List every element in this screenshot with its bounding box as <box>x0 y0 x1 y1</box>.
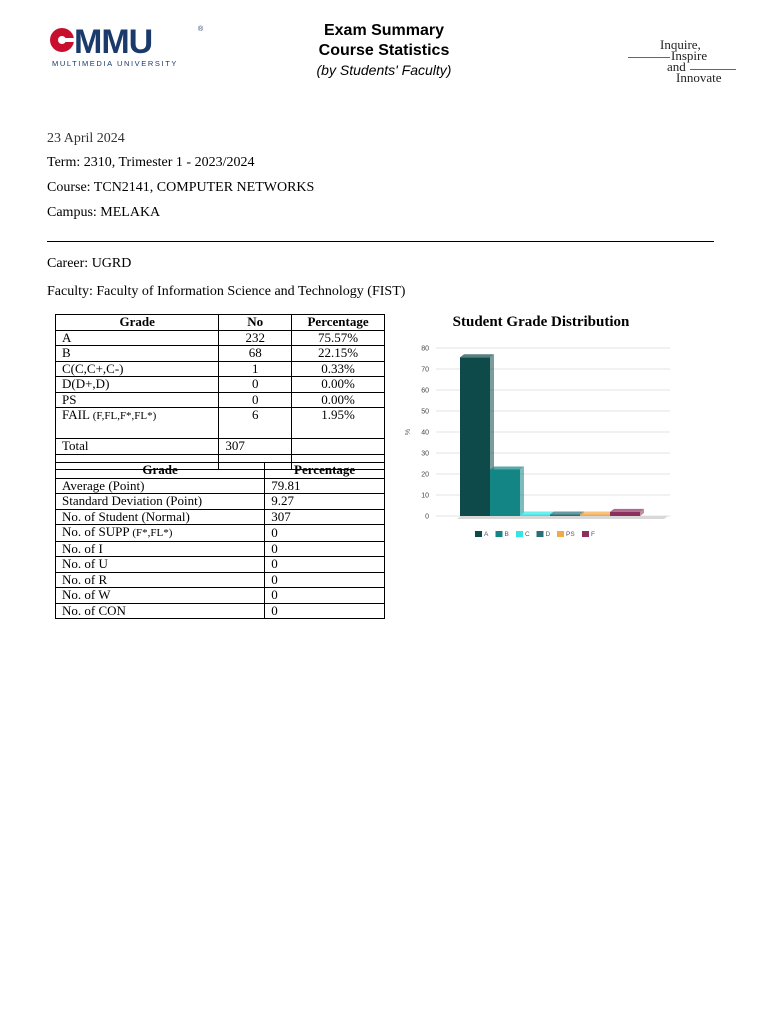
y-tick-label: 20 <box>421 471 429 479</box>
grade-label: FAIL <box>62 407 90 422</box>
report-title: Exam Summary <box>323 22 445 39</box>
percentage-cell: 0.33% <box>292 361 385 377</box>
stat-value: 0 <box>265 557 385 573</box>
total-label: Total <box>56 439 219 455</box>
y-tick-label: 0 <box>425 513 429 521</box>
table-row <box>56 494 385 510</box>
table-row <box>56 346 385 362</box>
bar-side <box>520 466 524 516</box>
stat-label: No. of I <box>56 541 265 557</box>
grade-cell: PS <box>56 392 219 408</box>
report-scope: (by Students' Faculty) <box>316 62 452 78</box>
table-row <box>56 509 385 525</box>
column-header: Percentage <box>292 315 385 331</box>
logo-text: MMU <box>74 24 153 61</box>
grade-note: (F,FL,F*,FL*) <box>92 410 157 422</box>
section-divider <box>47 241 714 242</box>
grade-cell: D(D+,D) <box>56 377 219 393</box>
count-cell: 0 <box>219 392 292 408</box>
y-tick-label: 50 <box>421 408 429 416</box>
table-row <box>56 377 385 393</box>
legend-swatch <box>516 531 523 537</box>
bar-B <box>490 469 520 516</box>
grade-distribution-chart <box>398 338 688 548</box>
table-row <box>56 330 385 346</box>
tagline-word: and <box>667 59 686 74</box>
logo-subtext: MULTIMEDIA UNIVERSITY <box>52 59 178 68</box>
campus-line: Campus: MELAKA <box>47 205 161 220</box>
grade-table <box>55 314 385 470</box>
count-cell: 232 <box>219 330 292 346</box>
percentage-cell: 0.00% <box>292 392 385 408</box>
bar-D <box>550 515 580 517</box>
legend-label: PS <box>566 531 575 538</box>
total-count: 307 <box>219 439 292 455</box>
table-row <box>56 392 385 408</box>
chart-title: Student Grade Distribution <box>452 314 630 330</box>
bar-top <box>490 466 524 469</box>
career-line: Career: UGRD <box>47 256 132 271</box>
stat-label: No. of U <box>56 557 265 573</box>
bar-top <box>460 354 494 357</box>
count-cell: 68 <box>219 346 292 362</box>
stat-value: 0 <box>265 588 385 604</box>
legend-swatch <box>582 531 589 537</box>
legend-label: D <box>545 531 551 538</box>
y-tick-label: 40 <box>421 429 429 437</box>
stat-label: No. of Student (Normal) <box>56 509 265 525</box>
legend-swatch <box>557 531 564 537</box>
grade-cell: B <box>56 346 219 362</box>
table-row <box>56 603 385 619</box>
table-header-row <box>56 315 385 331</box>
total-row <box>56 439 385 455</box>
percentage-cell: 75.57% <box>292 330 385 346</box>
table-row <box>56 572 385 588</box>
stat-label: Standard Deviation (Point) <box>56 494 265 510</box>
legend-label: F <box>591 531 595 538</box>
bar-top <box>550 512 584 515</box>
legend-swatch <box>475 531 482 537</box>
percentage-cell: 22.15% <box>292 346 385 362</box>
stat-value: 307 <box>265 509 385 525</box>
column-header: Percentage <box>265 463 385 479</box>
stat-label: No. of R <box>56 572 265 588</box>
y-tick-label: 70 <box>421 366 429 374</box>
stat-label: No. of W <box>56 588 265 604</box>
course-line: Course: TCN2141, COMPUTER NETWORKS <box>47 180 315 195</box>
table-row <box>56 408 385 439</box>
table-row <box>56 541 385 557</box>
stat-note: (F*,FL*) <box>132 527 173 539</box>
stat-label-cell <box>56 525 265 542</box>
table-row <box>56 588 385 604</box>
y-axis-label: % <box>405 428 412 436</box>
bar-F <box>610 512 640 516</box>
y-tick-label: 10 <box>421 492 429 500</box>
table-row <box>56 361 385 377</box>
tagline-word: Innovate <box>676 70 722 85</box>
chart-floor <box>457 516 668 519</box>
table-row <box>56 525 385 542</box>
y-tick-label: 60 <box>421 387 429 395</box>
count-cell: 1 <box>219 361 292 377</box>
bar-top <box>520 512 554 515</box>
y-tick-label: 30 <box>421 450 429 458</box>
column-header: Grade <box>56 463 265 479</box>
grade-cell <box>56 408 219 439</box>
table-row <box>56 478 385 494</box>
stat-value: 0 <box>265 572 385 588</box>
percentage-cell: 0.00% <box>292 377 385 393</box>
table-row <box>56 557 385 573</box>
stats-table <box>55 462 385 619</box>
column-header: Grade <box>56 315 219 331</box>
legend-swatch <box>496 531 503 537</box>
grade-cell: A <box>56 330 219 346</box>
y-tick-label: 80 <box>421 345 429 353</box>
legend-label: C <box>525 531 530 538</box>
legend-label: B <box>504 531 509 538</box>
faculty-line: Faculty: Faculty of Information Science and Technology (FIST) <box>47 284 406 299</box>
svg-text:®: ® <box>198 26 204 33</box>
tagline-word: Inspire <box>671 48 708 63</box>
bar-top <box>610 509 644 512</box>
bar-A <box>460 357 490 516</box>
stat-label: No. of SUPP <box>62 524 130 539</box>
stat-value: 79.81 <box>265 478 385 494</box>
stat-value: 0 <box>265 541 385 557</box>
column-header: No <box>219 315 292 331</box>
legend-swatch <box>537 531 544 537</box>
bar-C <box>520 515 550 517</box>
stat-value: 0 <box>265 525 385 542</box>
legend-label: A <box>484 531 489 538</box>
report-date: 23 April 2024 <box>47 131 125 146</box>
tagline-rule <box>628 57 670 58</box>
stat-value: 9.27 <box>265 494 385 510</box>
count-cell: 6 <box>219 408 292 439</box>
bar-PS <box>580 515 610 517</box>
tagline-word: Inquire, <box>660 37 701 52</box>
stat-value: 0 <box>265 603 385 619</box>
bar-top <box>580 512 614 515</box>
empty-cell <box>292 439 385 455</box>
table-header-row <box>56 463 385 479</box>
stat-label: No. of CON <box>56 603 265 619</box>
percentage-cell: 1.95% <box>292 408 385 439</box>
report-subtitle: Course Statistics <box>318 42 450 59</box>
term-line: Term: 2310, Trimester 1 - 2023/2024 <box>47 155 255 170</box>
stat-label: Average (Point) <box>56 478 265 494</box>
tagline-rule <box>690 69 736 70</box>
count-cell: 0 <box>219 377 292 393</box>
grade-cell: C(C,C+,C-) <box>56 361 219 377</box>
